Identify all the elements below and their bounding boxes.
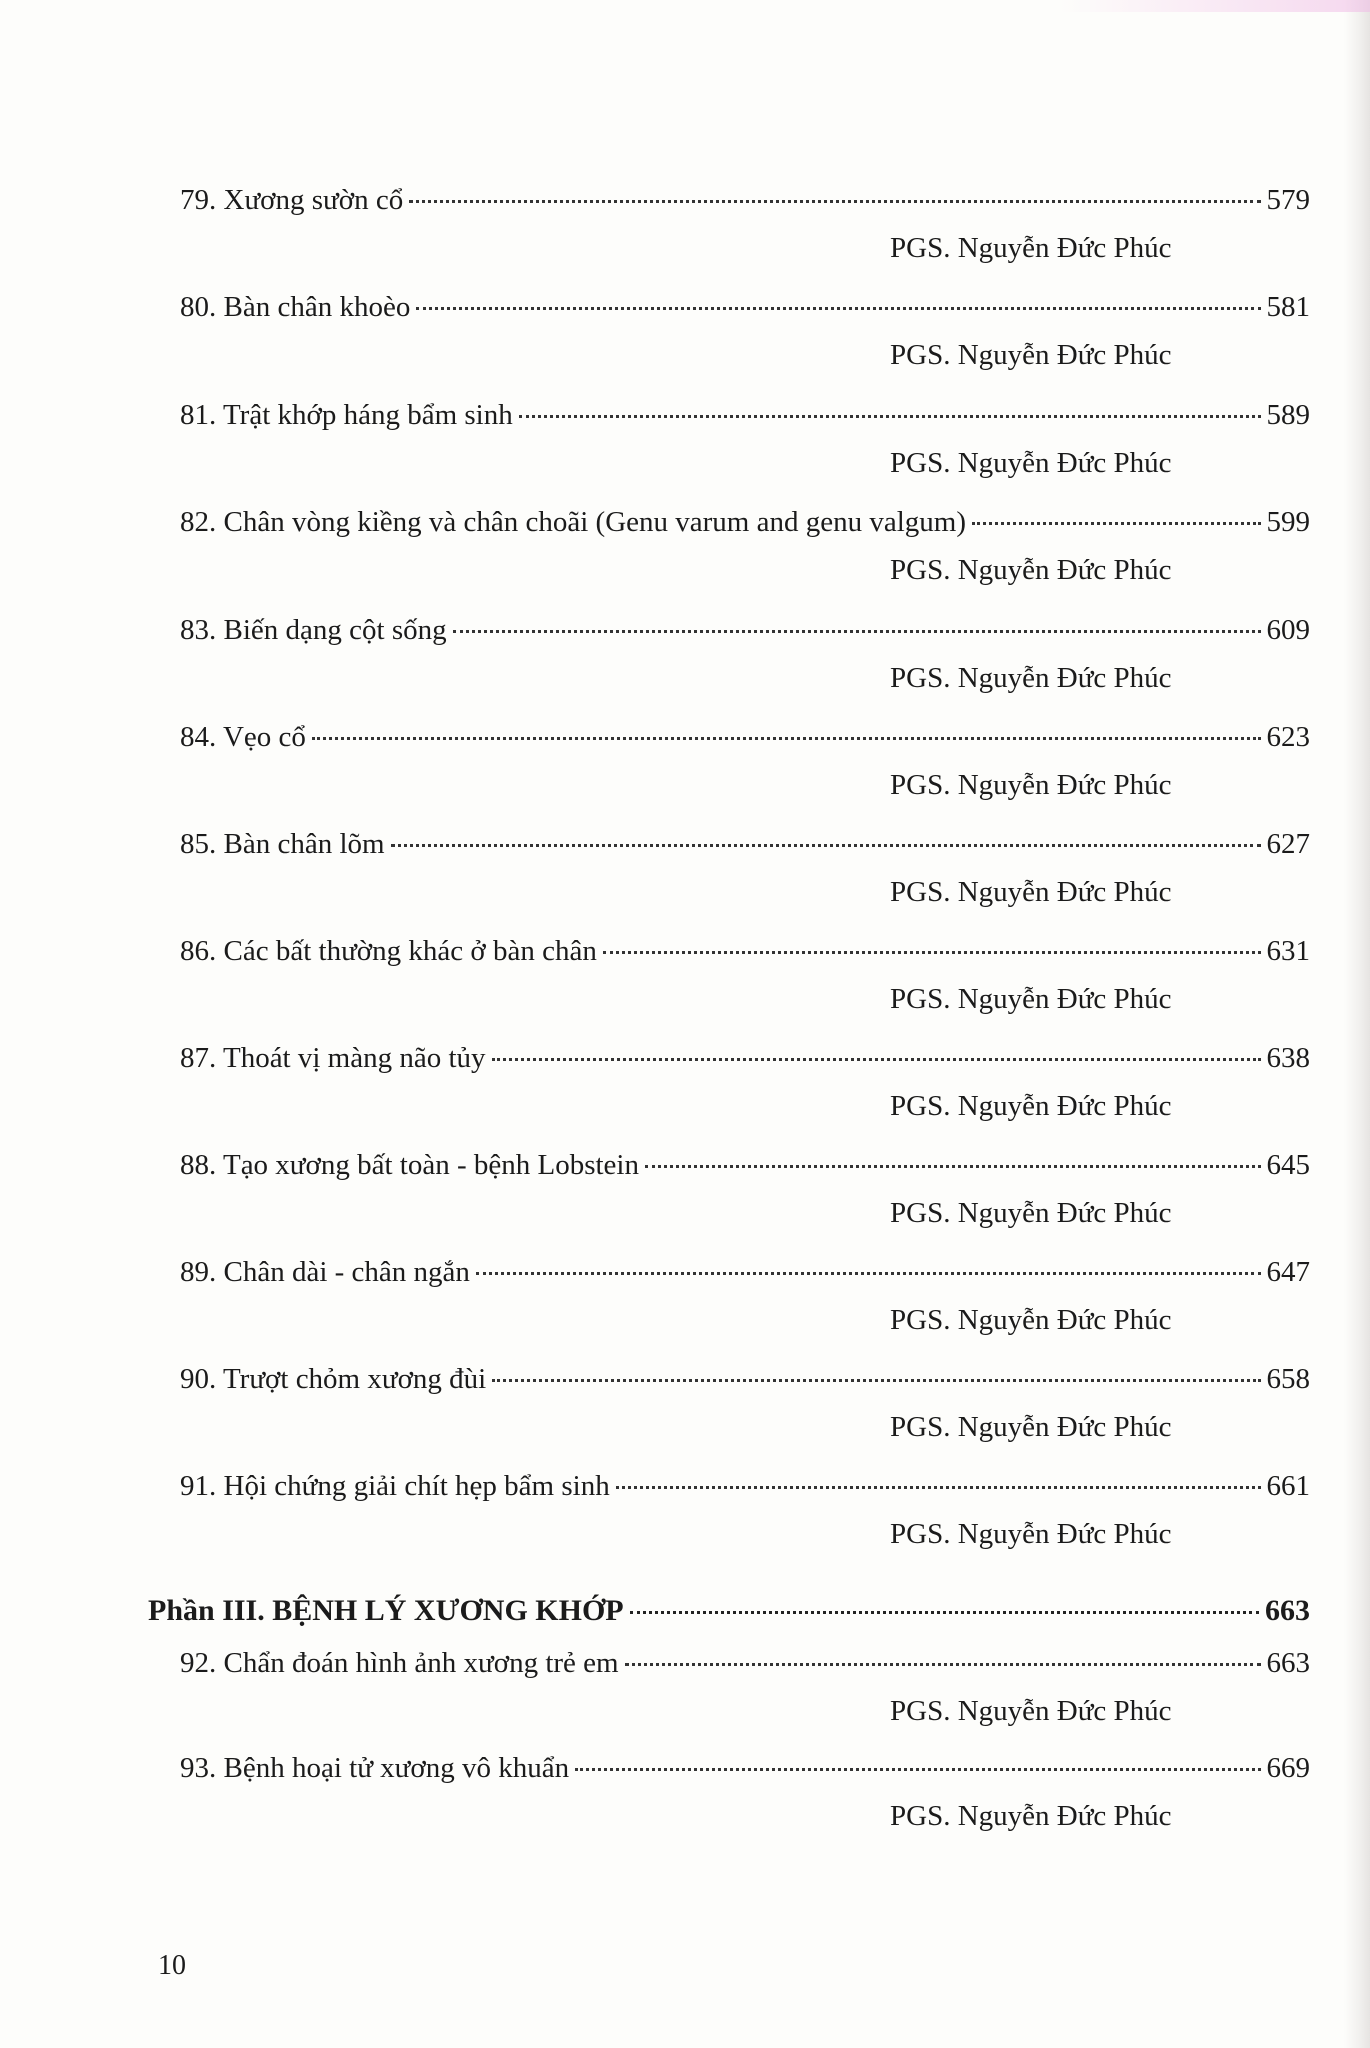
toc-entry-row[interactable] <box>180 824 1310 864</box>
toc-entry <box>0 824 1370 934</box>
toc-entry-page: 599 <box>1266 506 1310 538</box>
toc-entry-title: 92. Chẩn đoán hình ảnh xương trẻ em <box>180 1647 619 1679</box>
dot-leader <box>645 1165 1261 1168</box>
dot-leader <box>492 1058 1261 1061</box>
toc-entry-title: 90. Trượt chỏm xương đùi <box>180 1363 487 1395</box>
toc-entry-page: 647 <box>1266 1256 1310 1288</box>
dot-leader <box>409 200 1260 203</box>
toc-entry-row[interactable] <box>180 502 1310 542</box>
toc-entry-page: 609 <box>1266 614 1310 646</box>
toc-entry-author: PGS. Nguyễn Đức Phúc <box>890 1197 1172 1229</box>
toc-entry-row[interactable] <box>180 1038 1310 1078</box>
toc-entry-page: 589 <box>1266 399 1310 431</box>
dot-leader <box>519 415 1261 418</box>
toc-entry-page: 631 <box>1266 935 1310 967</box>
toc-entry <box>0 1038 1370 1148</box>
toc-entry <box>0 287 1370 397</box>
toc-entry-author: PGS. Nguyễn Đức Phúc <box>890 769 1172 801</box>
toc-entry-title: 83. Biến dạng cột sống <box>180 614 447 646</box>
toc-entry <box>0 1252 1370 1362</box>
toc-entry-author: PGS. Nguyễn Đức Phúc <box>890 876 1172 908</box>
toc-entry-title: 82. Chân vòng kiềng và chân choãi (Genu varum and genu valgum) <box>180 506 967 538</box>
dot-leader <box>476 1272 1261 1275</box>
toc-entry-title: 91. Hội chứng giải chít hẹp bẩm sinh <box>180 1470 610 1502</box>
toc-entry-row[interactable] <box>180 1359 1310 1399</box>
toc-entry-title: 79. Xương sườn cổ <box>180 184 404 216</box>
toc-entry-row[interactable] <box>180 180 1310 220</box>
dot-leader <box>391 844 1261 847</box>
dot-leader <box>312 737 1261 740</box>
part-heading-page: 663 <box>1265 1594 1310 1627</box>
toc-entry-row[interactable] <box>180 1466 1310 1506</box>
toc-entry <box>0 931 1370 1041</box>
dot-leader <box>630 1611 1259 1614</box>
toc-entry <box>0 717 1370 827</box>
toc-entry-page: 658 <box>1266 1363 1310 1395</box>
toc-entry-row[interactable] <box>180 1252 1310 1292</box>
dot-leader <box>492 1379 1260 1382</box>
toc-entry-author: PGS. Nguyễn Đức Phúc <box>890 983 1172 1015</box>
toc-entry <box>0 1359 1370 1469</box>
toc-entry-title: 86. Các bất thường khác ở bàn chân <box>180 935 597 967</box>
dot-leader <box>453 630 1261 633</box>
toc-entry-row[interactable] <box>180 287 1310 327</box>
toc-entry-author: PGS. Nguyễn Đức Phúc <box>890 447 1172 479</box>
toc-part-heading[interactable] <box>148 1591 1310 1631</box>
toc-entry-row[interactable] <box>180 1145 1310 1185</box>
toc-entry-title: 80. Bàn chân khoèo <box>180 291 411 323</box>
toc-entry-author: PGS. Nguyễn Đức Phúc <box>890 1090 1172 1122</box>
dot-leader <box>575 1768 1260 1771</box>
toc-entry-row[interactable] <box>180 931 1310 971</box>
part-heading-title: Phần III. BỆNH LÝ XƯƠNG KHỚP <box>148 1594 624 1627</box>
toc-entry <box>0 610 1370 720</box>
toc-entry <box>0 1748 1370 1858</box>
toc-entry-page: 669 <box>1266 1752 1310 1784</box>
toc-entry <box>0 1643 1370 1753</box>
toc-entry-author: PGS. Nguyễn Đức Phúc <box>890 662 1172 694</box>
toc-entry-row[interactable] <box>180 610 1310 650</box>
toc-entry-author: PGS. Nguyễn Đức Phúc <box>890 554 1172 586</box>
toc-entry-row[interactable] <box>180 717 1310 757</box>
toc-entry-author: PGS. Nguyễn Đức Phúc <box>890 1411 1172 1443</box>
dot-leader <box>603 951 1261 954</box>
toc-entry-row[interactable] <box>180 395 1310 435</box>
toc-entry-page: 645 <box>1266 1149 1310 1181</box>
toc-entry-page: 627 <box>1266 828 1310 860</box>
toc-entry-row[interactable] <box>180 1643 1310 1683</box>
toc-entry-title: 89. Chân dài - chân ngắn <box>180 1256 470 1288</box>
toc-entry <box>0 180 1370 290</box>
page-number: 10 <box>158 1950 186 1981</box>
toc-entry-author: PGS. Nguyễn Đức Phúc <box>890 232 1172 264</box>
toc-entry-title: 81. Trật khớp háng bẩm sinh <box>180 399 513 431</box>
toc-entry-row[interactable] <box>180 1748 1310 1788</box>
toc-entry-page: 579 <box>1266 184 1310 216</box>
toc-entry-author: PGS. Nguyễn Đức Phúc <box>890 339 1172 371</box>
dot-leader <box>972 522 1260 525</box>
toc-entry <box>0 1145 1370 1255</box>
dot-leader <box>416 307 1260 310</box>
toc-entry-title: 88. Tạo xương bất toàn - bệnh Lobstein <box>180 1149 639 1181</box>
toc-entry-page: 623 <box>1266 721 1310 753</box>
toc-entry-page: 663 <box>1266 1647 1310 1679</box>
toc-entry-title: 87. Thoát vị màng não tủy <box>180 1042 486 1074</box>
toc-entry-title: 84. Vẹo cổ <box>180 721 306 753</box>
toc-entry-author: PGS. Nguyễn Đức Phúc <box>890 1518 1172 1550</box>
dot-leader <box>625 1663 1261 1666</box>
toc-entry-author: PGS. Nguyễn Đức Phúc <box>890 1304 1172 1336</box>
toc-entry-page: 661 <box>1266 1470 1310 1502</box>
toc-entry <box>0 1466 1370 1576</box>
toc-entry-author: PGS. Nguyễn Đức Phúc <box>890 1800 1172 1832</box>
toc-entry-title: 85. Bàn chân lõm <box>180 828 385 860</box>
toc-entry-title: 93. Bệnh hoại tử xương vô khuẩn <box>180 1752 570 1784</box>
toc-entry <box>0 395 1370 505</box>
toc-entry-page: 638 <box>1266 1042 1310 1074</box>
toc-entry-page: 581 <box>1266 291 1310 323</box>
toc-entry <box>0 502 1370 612</box>
toc-entry-author: PGS. Nguyễn Đức Phúc <box>890 1695 1172 1727</box>
dot-leader <box>616 1486 1261 1489</box>
